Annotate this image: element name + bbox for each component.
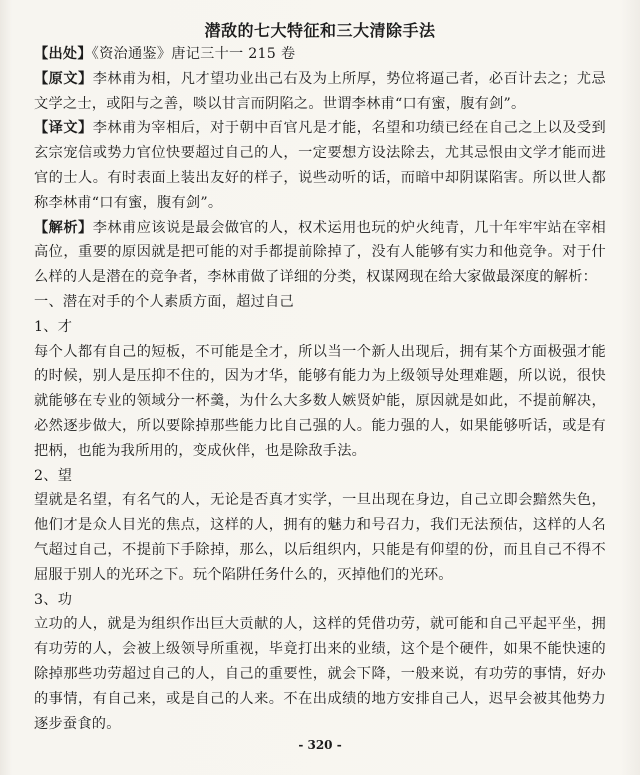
analysis-text: 李林甫应该说是最会做官的人，权术运用也玩的炉火纯青，几十年牢牢站在宰相高位，重要的原因就是把可能的对手都提前除掉了，没有人能够有实力和他竞争。对于什么样的人是潜在的竞争者，李林甫做了详细的分类，权谋网现在给大家做最深度的解析： — [34, 219, 606, 286]
item-heading-reputation: 2、望 — [34, 467, 73, 484]
section-heading: 一、潜在对手的个人素质方面，超过自己 — [34, 293, 294, 310]
original-text: 李林甫为相，凡才望功业出己右及为上所厚，势位将逼己者，必百计去之；尤忌文学之士，或阳与之善，啖以甘言而阴陷之。世谓李林甫“口有蜜，腹有剑”。 — [34, 70, 606, 112]
source-paragraph — [34, 42, 606, 67]
translation-text: 李林甫为宰相后，对于朝中百官凡是才能，名望和功绩已经在自己之上以及受到玄宗宠信或势力官位快要超过自己的人，一定要想方设法除去，尤其忌恨由文学才能而进官的士人。有时表面上装出友好的样子，说些动听的话，而暗中却阴谋陷害。所以世人都称李林甫“口有蜜，腹有剑”。 — [34, 120, 606, 211]
original-paragraph — [34, 67, 606, 117]
item-text-talent: 每个人都有自己的短板，不可能是全才，所以当一个新人出现后，拥有某个方面极强才能的时候，别人是压抑不住的，因为才华，能够有能力为上级领导处理难题，所以说，很快就能够在专业的领域分一杯羹，为什么大多数人嫉贤妒能，原因就是如此，不提前解决，必然逐步做大，所以要除掉那些能力比自己强的人。能力强的人，如果能够听话，或是有把柄，也能为我所用的，变成伙伴，也是除敌手法。 — [34, 343, 606, 459]
item-text-reputation: 望就是名望，有名气的人，无论是否真才实学，一旦出现在身边，自己立即会黯然失色，他们才是众人目光的焦点，这样的人，拥有的魅力和号召力，我们无法预估，这样的人名气超过自己，不提前下手除掉，那么，以后组织内，只能是有仰望的份，而且自己不得不屈服于别人的光环之下。玩个陷阱任务什么的，灭掉他们的光环。 — [34, 492, 606, 583]
item-text-merit: 立功的人，就是为组织作出巨大贡献的人，这样的凭借功劳，就可能和自己平起平坐，拥有功劳的人，会被上级领导所重视，毕竟打出来的业绩，这个是个硬件，如果不能快速的除掉那些功劳超过自己的人，自己的重要性，就会下降，一般来说，有功劳的事情，好办的事情，有自己来，或是自己的人来。不在出成绩的地方安排自己人，迟早会被其他势力逐步蚕食的。 — [34, 616, 606, 732]
analysis-paragraph — [34, 216, 606, 290]
translation-paragraph — [34, 116, 606, 215]
translation-tag: 【译文】 — [34, 120, 93, 137]
analysis-tag: 【解析】 — [34, 219, 93, 236]
document-body — [34, 42, 606, 736]
source-tag: 【出处】 — [34, 46, 92, 62]
item-heading-talent: 1、才 — [34, 318, 73, 335]
item-heading-merit: 3、功 — [34, 591, 73, 608]
page-title: 潜敌的七大特征和三大清除手法 — [204, 21, 436, 40]
source-text: 《资治通鉴》唐记三十一 215 卷 — [91, 46, 296, 62]
page-number: - 320 - — [298, 738, 342, 752]
original-tag: 【原文】 — [34, 70, 93, 87]
